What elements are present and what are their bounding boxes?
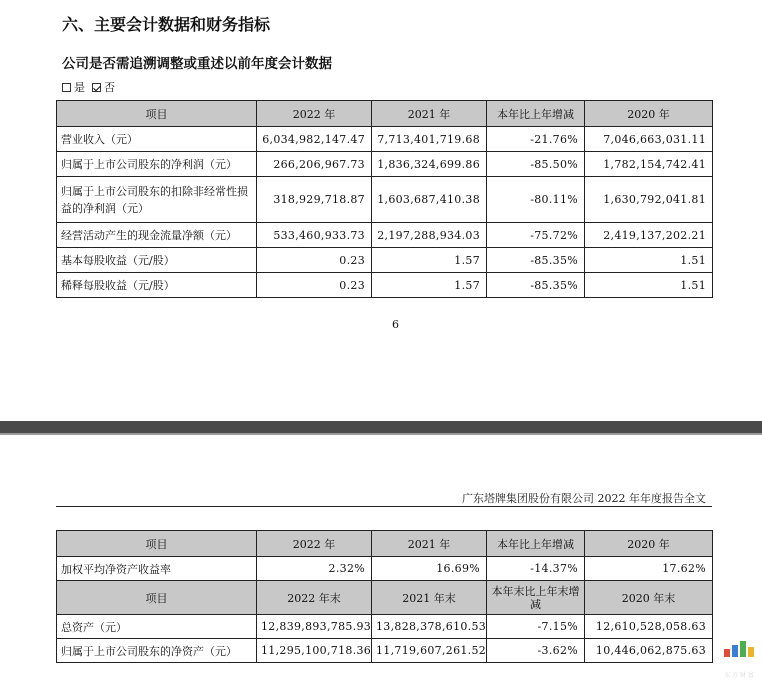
value-cell: 7,046,663,031.11 xyxy=(585,127,713,152)
row-label: 归属于上市公司股东的净资产（元） xyxy=(57,639,257,663)
header-cell: 2022 年 xyxy=(257,101,372,127)
table-row xyxy=(57,152,713,177)
watermark-text: 东 方 财 富 xyxy=(724,672,754,679)
table-header-row xyxy=(57,531,713,557)
change-cell: -3.62% xyxy=(487,639,585,663)
report-running-header: 广东塔牌集团股份有限公司 2022 年年度报告全文 xyxy=(462,492,706,505)
value-cell: 1.57 xyxy=(372,273,487,298)
header-cell: 2021 年 xyxy=(372,531,487,557)
yes-label: 是 xyxy=(74,81,85,94)
page-separator-shadow xyxy=(0,433,762,435)
value-cell: 266,206,967.73 xyxy=(257,152,372,177)
table-row xyxy=(57,557,713,581)
header-cell: 项目 xyxy=(57,101,257,127)
value-cell: 12,839,893,785.93 xyxy=(257,615,372,639)
no-label: 否 xyxy=(104,81,115,94)
change-cell: -85.35% xyxy=(487,273,585,298)
header-cell: 项目 xyxy=(57,581,257,615)
value-cell: 533,460,933.73 xyxy=(257,223,372,248)
table-row xyxy=(57,177,713,223)
key-financial-data-table-continued xyxy=(56,530,713,663)
value-cell: 13,828,378,610.53 xyxy=(372,615,487,639)
change-cell: -21.76% xyxy=(487,127,585,152)
row-label: 归属于上市公司股东的扣除非经常性损益的净利润（元） xyxy=(57,177,257,223)
header-cell: 2020 年 xyxy=(585,101,713,127)
row-label: 营业收入（元） xyxy=(57,127,257,152)
value-cell: 17.62% xyxy=(585,557,713,581)
table-row xyxy=(57,248,713,273)
table-row xyxy=(57,127,713,152)
value-cell: 16.69% xyxy=(372,557,487,581)
header-cell: 本年比上年增减 xyxy=(487,531,585,557)
restatement-checkbox-row xyxy=(62,79,115,95)
table-row xyxy=(57,615,713,639)
value-cell: 2.32% xyxy=(257,557,372,581)
header-cell: 2020 年 xyxy=(585,531,713,557)
header-rule xyxy=(56,506,712,507)
watermark-bars-icon xyxy=(724,639,754,657)
value-cell: 1.51 xyxy=(585,273,713,298)
header-cell: 2021 年末 xyxy=(372,581,487,615)
change-cell: -7.15% xyxy=(487,615,585,639)
value-cell: 1,836,324,699.86 xyxy=(372,152,487,177)
value-cell: 12,610,528,058.63 xyxy=(585,615,713,639)
watermark-logo xyxy=(720,639,758,679)
table-header-row xyxy=(57,581,713,615)
row-label: 总资产（元） xyxy=(57,615,257,639)
value-cell: 6,034,982,147.47 xyxy=(257,127,372,152)
row-label: 经营活动产生的现金流量净额（元） xyxy=(57,223,257,248)
change-cell: -85.50% xyxy=(487,152,585,177)
header-cell: 项目 xyxy=(57,531,257,557)
value-cell: 0.23 xyxy=(257,273,372,298)
section-heading: 六、主要会计数据和财务指标 xyxy=(62,15,271,34)
value-cell: 1,603,687,410.38 xyxy=(372,177,487,223)
page-number: 6 xyxy=(392,318,399,331)
table-row xyxy=(57,273,713,298)
value-cell: 2,419,137,202.21 xyxy=(585,223,713,248)
key-financial-data-table xyxy=(56,100,713,298)
header-cell: 2022 年 xyxy=(257,531,372,557)
change-cell: -75.72% xyxy=(487,223,585,248)
row-label: 稀释每股收益（元/股） xyxy=(57,273,257,298)
row-label: 基本每股收益（元/股） xyxy=(57,248,257,273)
change-cell: -80.11% xyxy=(487,177,585,223)
table-row xyxy=(57,639,713,663)
row-label: 加权平均净资产收益率 xyxy=(57,557,257,581)
value-cell: 1.51 xyxy=(585,248,713,273)
header-cell: 2022 年末 xyxy=(257,581,372,615)
value-cell: 1,782,154,742.41 xyxy=(585,152,713,177)
watermark-bar xyxy=(732,645,738,657)
value-cell: 1.57 xyxy=(372,248,487,273)
value-cell: 10,446,062,875.63 xyxy=(585,639,713,663)
value-cell: 11,295,100,718.36 xyxy=(257,639,372,663)
page-separator xyxy=(0,421,762,433)
value-cell: 7,713,401,719.68 xyxy=(372,127,487,152)
header-cell: 本年末比上年末增减 xyxy=(487,581,585,615)
header-cell: 2021 年 xyxy=(372,101,487,127)
value-cell: 0.23 xyxy=(257,248,372,273)
no-checkbox[interactable] xyxy=(92,83,101,92)
watermark-bar xyxy=(748,647,754,657)
change-cell: -85.35% xyxy=(487,248,585,273)
header-cell: 2020 年末 xyxy=(585,581,713,615)
watermark-bar xyxy=(724,649,730,657)
change-cell: -14.37% xyxy=(487,557,585,581)
yes-checkbox[interactable] xyxy=(62,83,71,92)
value-cell: 11,719,607,261.52 xyxy=(372,639,487,663)
value-cell: 318,929,718.87 xyxy=(257,177,372,223)
watermark-bar xyxy=(740,641,746,657)
row-label: 归属于上市公司股东的净利润（元） xyxy=(57,152,257,177)
header-cell: 本年比上年增减 xyxy=(487,101,585,127)
value-cell: 2,197,288,934.03 xyxy=(372,223,487,248)
table-row xyxy=(57,223,713,248)
table-header-row xyxy=(57,101,713,127)
value-cell: 1,630,792,041.81 xyxy=(585,177,713,223)
sub-heading: 公司是否需追溯调整或重述以前年度会计数据 xyxy=(62,56,332,72)
